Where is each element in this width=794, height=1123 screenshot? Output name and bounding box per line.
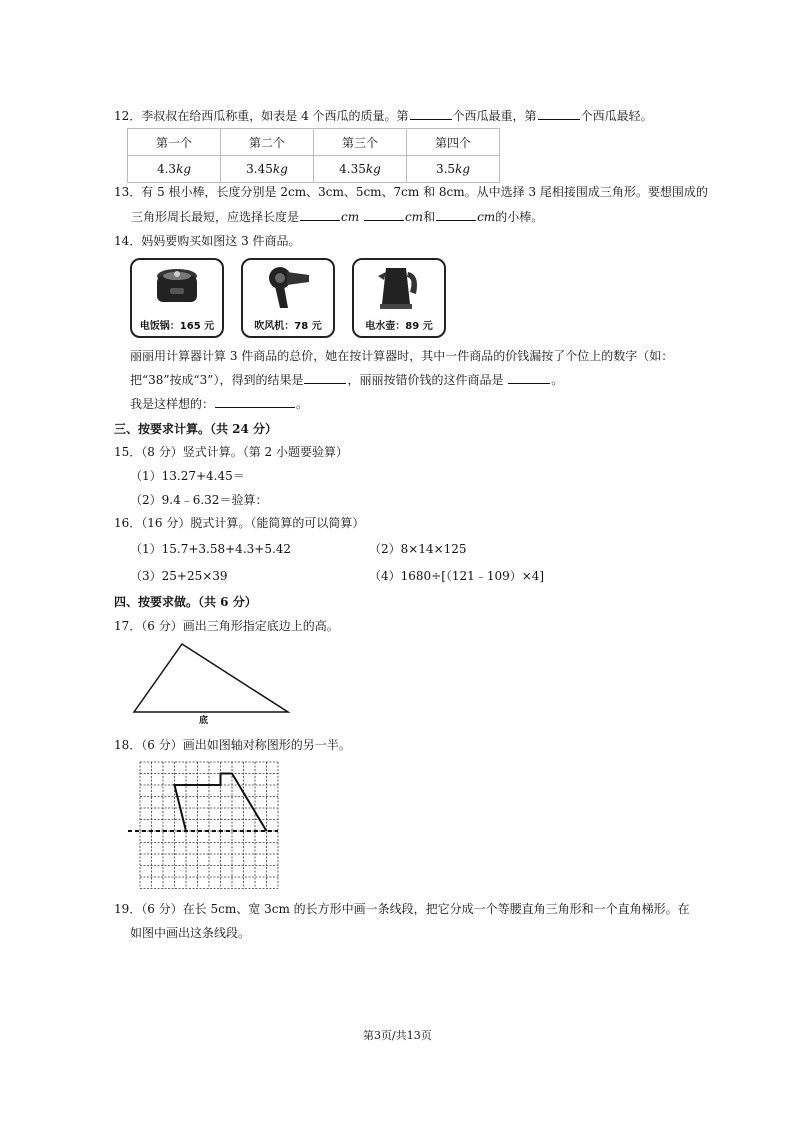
q16-item4: （4）1680÷[（121﹣109）×4] — [369, 569, 545, 583]
q14-blank-product[interactable] — [508, 382, 550, 384]
q14-para2: 把“38”按成“3”），得到的结果是 ，丽丽按错价钱的这件商品是 。 — [130, 373, 564, 387]
table-header: 第一个 — [128, 129, 221, 156]
product-label: 电饭锅：165 元 — [139, 321, 215, 332]
q14-para1: 丽丽用计算器计算 3 件商品的总价，她在按计算器时，其中一件商品的价钱漏按了个位上的数字（如： — [130, 349, 674, 363]
table-cell: 4.3kg — [128, 156, 221, 183]
q12-blank-lightest[interactable] — [538, 118, 580, 120]
q19-line2: 如图中画出这条线段。 — [130, 926, 251, 940]
q14-para3: 我是这样想的： 。 — [130, 397, 309, 411]
product-card-hair-dryer — [241, 258, 335, 338]
product-card-kettle — [352, 258, 446, 338]
q13-line1: 13．有 5 根小棒，长度分别是 2cm、3cm、5cm、7cm 和 8cm。从中选择 3 尾相接围成三角形。要想围成的 — [114, 185, 708, 199]
q15-item1: （1）13.27+4.45＝ — [130, 469, 245, 483]
q12-text: 12．李叔叔在给西瓜称重，如表是 4 个西瓜的质量。第 个西瓜最重，第 个西瓜最轻。 — [114, 109, 653, 123]
rice-cooker-icon — [152, 264, 202, 310]
product-card-rice-cooker — [130, 258, 224, 338]
q16-item2: （2）8×14×125 — [369, 542, 467, 556]
q13-line2: 三角形周长最短，应选择长度是 cm cm和 cm的小棒。 — [131, 210, 544, 224]
q15-item2: （2）9.4﹣6.32＝验算： — [130, 493, 268, 507]
product-label: 电水壶：89 元 — [365, 321, 433, 332]
q17-triangle-figure — [128, 640, 298, 728]
q15-title: 15．（8 分）竖式计算。（第 2 小题要验算） — [114, 445, 348, 459]
table-cell: 3.5kg — [407, 156, 500, 183]
page-footer: 第3页/共13页 — [363, 1029, 432, 1042]
q14-blank-result[interactable] — [304, 382, 346, 384]
q13-blank-3[interactable] — [436, 219, 476, 221]
q16-item1: （1）15.7+3.58+4.3+5.42 — [130, 542, 292, 556]
q18-title: 18．（6 分）画出如图轴对称图形的另一半。 — [114, 738, 351, 752]
watermelon-weight-table — [127, 128, 500, 183]
q19-line1: 19．（6 分）在长 5cm、宽 3cm 的长方形中画一条线段，把它分成一个等腰直角三角形和一个直角梯形。在 — [114, 902, 690, 916]
q13-blank-1[interactable] — [300, 219, 340, 221]
table-header: 第二个 — [221, 129, 314, 156]
q14-title: 14．妈妈要购买如图这 3 件商品。 — [114, 234, 301, 248]
q16-item3: （3）25+25×39 — [130, 569, 228, 583]
q14-blank-reasoning[interactable] — [215, 406, 295, 408]
table-header: 第四个 — [407, 129, 500, 156]
q17-base-label: 底 — [199, 716, 209, 726]
section-4-heading: 四、按要求做。（共 6 分） — [114, 595, 257, 609]
product-label: 吹风机：78 元 — [254, 321, 322, 332]
hair-dryer-icon — [263, 264, 313, 310]
q12-blank-heaviest[interactable] — [410, 118, 452, 120]
q13-blank-2[interactable] — [364, 219, 404, 221]
section-3-heading: 三、按要求计算。（共 24 分） — [114, 422, 278, 436]
kettle-icon — [374, 264, 424, 310]
table-header: 第三个 — [314, 129, 407, 156]
table-cell: 4.35kg — [314, 156, 407, 183]
table-cell: 3.45kg — [221, 156, 314, 183]
q17-title: 17．（6 分）画出三角形指定底边上的高。 — [114, 619, 339, 633]
q18-symmetry-grid-figure — [126, 758, 282, 890]
q16-title: 16．（16 分）脱式计算。（能简算的可以简算） — [114, 516, 365, 530]
